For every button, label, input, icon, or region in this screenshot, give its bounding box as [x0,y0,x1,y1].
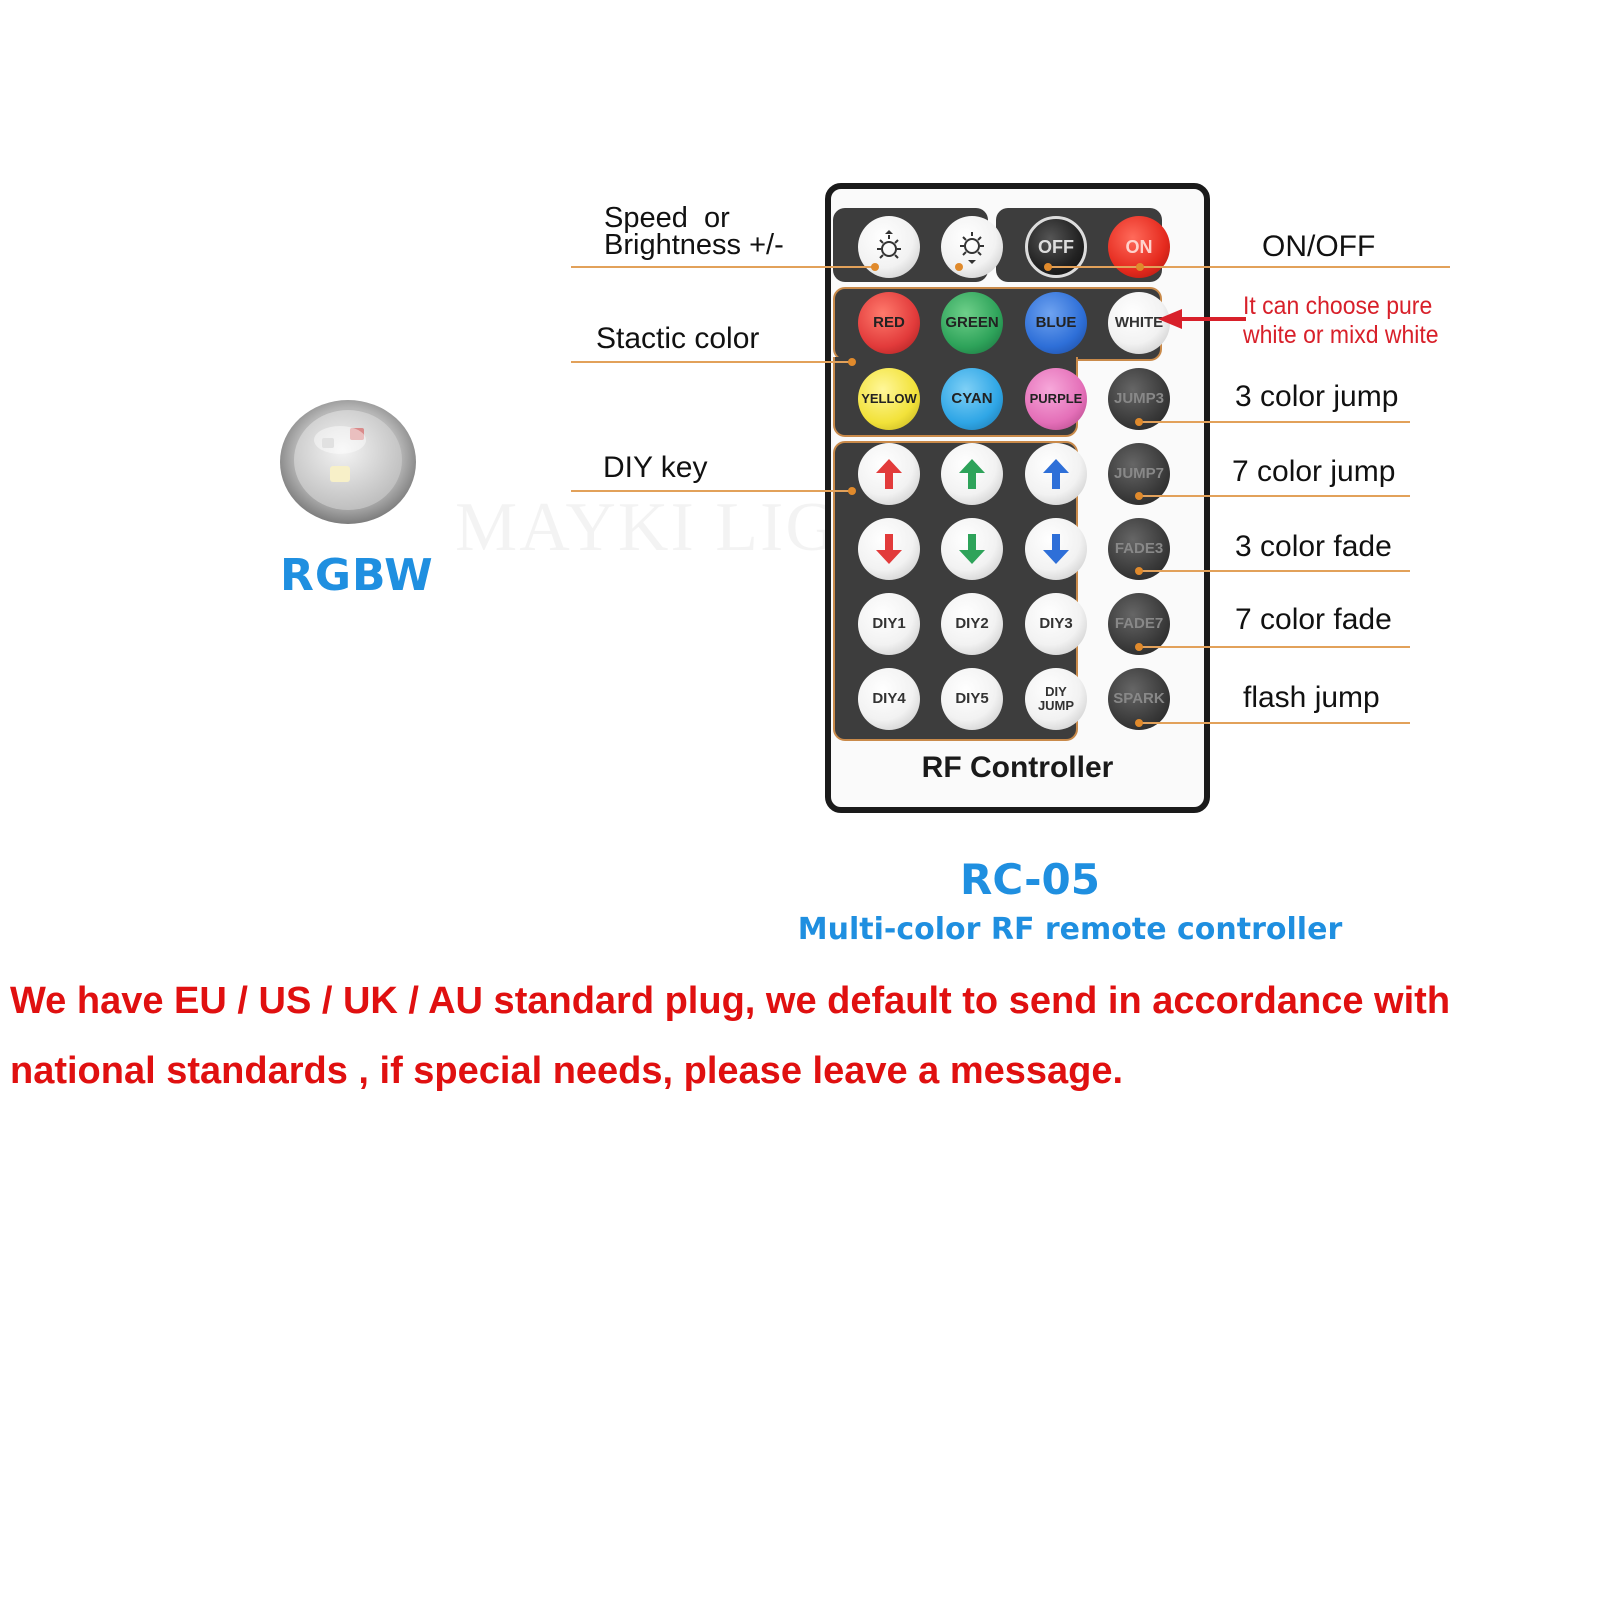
yellow-button[interactable] [858,368,920,430]
cyan-button[interactable] [941,368,1003,430]
red-button[interactable] [858,292,920,354]
speed-leader-dot-2 [955,263,963,271]
fade3-callout: 3 color fade [1235,530,1392,563]
fade3-label: FADE3 [1114,540,1164,557]
spark-label: SPARK [1113,690,1165,707]
red-down-arrow-icon [874,532,904,566]
diy2-label: DIY2 [955,615,989,632]
onoff-callout: ON/OFF [1262,230,1376,263]
green-label: GREEN [945,314,999,331]
diy5-button[interactable] [941,668,1003,730]
diy-jump-button[interactable] [1025,668,1087,730]
fade7-leader-line [1140,646,1410,648]
jump7-label: JUMP7 [1113,465,1165,482]
green-down-button[interactable] [941,518,1003,580]
sun-up-icon [872,230,906,264]
purple-button[interactable] [1025,368,1087,430]
green-up-arrow-icon [957,457,987,491]
static-leader-line [571,361,853,363]
jump3-leader-line [1140,421,1410,423]
diy3-label: DIY3 [1039,615,1073,632]
speed-callout-text: Speed or Brightness +/- [604,202,784,261]
diy-key-callout: DIY key [603,451,708,484]
off-label: OFF [1038,237,1074,257]
led-bulb-image [278,398,418,526]
blue-down-button[interactable] [1025,518,1087,580]
jump7-callout: 7 color jump [1232,455,1396,488]
speed-brightness-up-button[interactable] [858,216,920,278]
rf-controller-label [831,751,1204,785]
onoff-leader-dot [1044,263,1052,271]
diy4-label: DIY4 [872,690,906,707]
fade7-label: FADE7 [1114,615,1164,632]
red-down-button[interactable] [858,518,920,580]
diy4-button[interactable] [858,668,920,730]
blue-up-button[interactable] [1025,443,1087,505]
red-label: RED [873,314,905,331]
static-leader-dot [848,358,856,366]
blue-label: BLUE [1035,314,1077,331]
fade7-leader-dot [1135,643,1143,651]
diy-leader-dot [848,487,856,495]
jump7-leader-dot [1135,492,1143,500]
rf-controller-text: RF Controller [921,751,1114,784]
flash-jump-callout: flash jump [1243,681,1380,714]
notice-line-1: We have EU / US / UK / AU standard plug, we default to send in accordance with [10,980,1451,1022]
jump7-leader-line [1140,495,1410,497]
white-note-arrow-icon [1158,307,1248,331]
sun-down-icon [955,230,989,264]
jump3-leader-dot [1135,418,1143,426]
diy-leader-line [571,490,853,492]
diy5-label: DIY5 [955,690,989,707]
speed-brightness-down-button[interactable] [941,216,1003,278]
jump3-callout: 3 color jump [1235,380,1399,413]
red-up-arrow-icon [874,457,904,491]
blue-down-arrow-icon [1041,532,1071,566]
diy-jump-label: DIY JUMP [1037,684,1075,713]
flash-leader-dot [1135,719,1143,727]
on-label: ON [1125,237,1153,257]
speed-leader-dot [871,263,879,271]
onoff-leader-dot-2 [1136,263,1144,271]
white-note-callout: It can choose pure white or mixd white [1243,292,1439,349]
model-description: Multi-color RF remote controller [797,912,1343,947]
purple-label: PURPLE [1029,391,1083,406]
green-down-arrow-icon [957,532,987,566]
onoff-leader-line [1048,266,1450,268]
cyan-label: CYAN [951,390,993,407]
blue-button[interactable] [1025,292,1087,354]
green-up-button[interactable] [941,443,1003,505]
red-up-button[interactable] [858,443,920,505]
blue-up-arrow-icon [1041,457,1071,491]
static-color-callout: Stactic color [596,322,760,355]
jump3-label: JUMP3 [1113,390,1165,407]
fade7-callout: 7 color fade [1235,603,1392,636]
rgbw-label: RGBW [280,550,434,601]
diy3-button[interactable] [1025,593,1087,655]
model-code: RC-05 [959,855,1100,904]
speed-callout [604,202,784,261]
white-label: WHITE [1114,314,1164,331]
yellow-label: YELLOW [861,391,917,406]
notice-line-2: national standards , if special needs, please leave a message. [10,1050,1124,1092]
diy2-button[interactable] [941,593,1003,655]
diy1-button[interactable] [858,593,920,655]
diy1-label: DIY1 [872,615,906,632]
flash-leader-line [1140,722,1410,724]
fade3-leader-dot [1135,567,1143,575]
green-button[interactable] [941,292,1003,354]
fade3-leader-line [1140,570,1410,572]
speed-leader-line [571,266,875,268]
off-button[interactable] [1025,216,1087,278]
